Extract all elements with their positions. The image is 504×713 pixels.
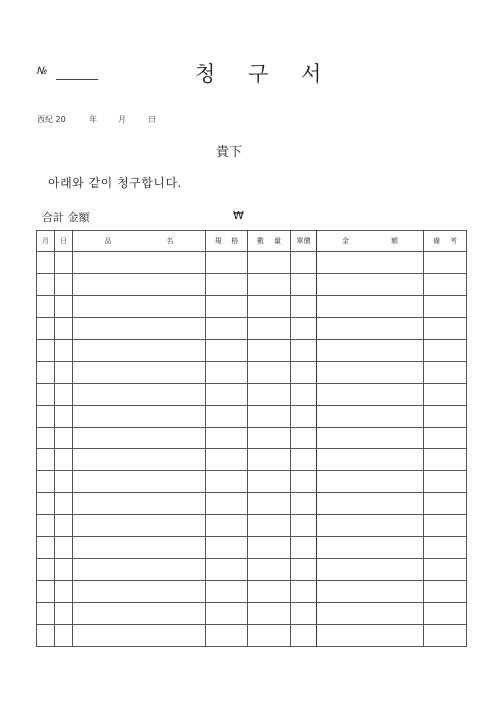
table-row: [37, 252, 467, 274]
table-header-row: [37, 231, 467, 252]
month-cell[interactable]: [37, 427, 55, 449]
amount-cell[interactable]: [317, 383, 424, 405]
item-name-cell[interactable]: [73, 295, 206, 317]
remarks-cell[interactable]: [424, 493, 467, 515]
item-name-cell[interactable]: [73, 449, 206, 471]
day-cell[interactable]: [55, 471, 73, 493]
item-name-cell[interactable]: [73, 515, 206, 537]
spec-cell[interactable]: [206, 405, 248, 427]
amount-cell[interactable]: [317, 361, 424, 383]
month-cell[interactable]: [37, 449, 55, 471]
quantity-cell[interactable]: [248, 427, 291, 449]
col-quantity: [248, 231, 291, 252]
spec-cell[interactable]: [206, 427, 248, 449]
total-amount-label: 合計 金額: [42, 211, 90, 224]
date-era: 西紀 20: [37, 115, 66, 124]
quantity-cell[interactable]: [248, 559, 291, 581]
remarks-cell[interactable]: [424, 427, 467, 449]
amount-cell[interactable]: [317, 427, 424, 449]
table-row: [37, 624, 467, 646]
day-cell[interactable]: [55, 581, 73, 603]
unit-price-cell[interactable]: [291, 559, 317, 581]
table-row: [37, 537, 467, 559]
unit-price-cell[interactable]: [291, 515, 317, 537]
unit-price-cell[interactable]: [291, 624, 317, 646]
table-row: [37, 581, 467, 603]
month-cell[interactable]: [37, 339, 55, 361]
month-cell[interactable]: [37, 295, 55, 317]
remarks-cell[interactable]: [424, 405, 467, 427]
quantity-cell[interactable]: [248, 295, 291, 317]
amount-cell[interactable]: [317, 471, 424, 493]
amount-cell[interactable]: [317, 252, 424, 274]
month-cell[interactable]: [37, 515, 55, 537]
item-name-cell[interactable]: [73, 581, 206, 603]
day-cell[interactable]: [55, 339, 73, 361]
day-cell[interactable]: [55, 405, 73, 427]
unit-price-cell[interactable]: [291, 427, 317, 449]
remarks-cell[interactable]: [424, 559, 467, 581]
col-unit-price: 單價: [291, 231, 317, 252]
remarks-cell[interactable]: [424, 581, 467, 603]
spec-cell[interactable]: [206, 559, 248, 581]
table-row: [37, 273, 467, 295]
item-name-cell[interactable]: [73, 317, 206, 339]
quantity-cell[interactable]: [248, 339, 291, 361]
spec-cell[interactable]: [206, 295, 248, 317]
day-cell[interactable]: [55, 559, 73, 581]
col-amount-char-2: 額: [391, 237, 398, 245]
spec-cell[interactable]: [206, 581, 248, 603]
col-quantity-char-2: 量: [274, 237, 281, 245]
day-cell[interactable]: [55, 493, 73, 515]
col-month: 月: [37, 231, 55, 252]
spec-cell[interactable]: [206, 361, 248, 383]
spec-cell[interactable]: [206, 603, 248, 625]
day-cell[interactable]: [55, 449, 73, 471]
spec-cell[interactable]: [206, 339, 248, 361]
table-row: [37, 383, 467, 405]
unit-price-cell[interactable]: [291, 252, 317, 274]
remarks-cell[interactable]: [424, 515, 467, 537]
month-cell[interactable]: [37, 559, 55, 581]
unit-price-cell[interactable]: [291, 471, 317, 493]
quantity-cell[interactable]: [248, 273, 291, 295]
col-spec-char-1: 規: [214, 237, 222, 245]
unit-price-cell[interactable]: [291, 383, 317, 405]
month-cell[interactable]: [37, 603, 55, 625]
quantity-cell[interactable]: [248, 515, 291, 537]
currency-symbol: ₩: [233, 209, 244, 222]
date-year: 年: [89, 115, 97, 124]
remarks-cell[interactable]: [424, 339, 467, 361]
remarks-cell[interactable]: [424, 471, 467, 493]
table-row: [37, 339, 467, 361]
day-cell[interactable]: [55, 515, 73, 537]
item-name-cell[interactable]: [73, 252, 206, 274]
day-cell[interactable]: [55, 317, 73, 339]
day-cell[interactable]: [55, 252, 73, 274]
spec-cell[interactable]: [206, 449, 248, 471]
amount-cell[interactable]: [317, 317, 424, 339]
unit-price-cell[interactable]: [291, 273, 317, 295]
day-cell[interactable]: [55, 383, 73, 405]
quantity-cell[interactable]: [248, 537, 291, 559]
quantity-cell[interactable]: [248, 252, 291, 274]
item-name-cell[interactable]: [73, 273, 206, 295]
spec-cell[interactable]: [206, 624, 248, 646]
month-cell[interactable]: [37, 581, 55, 603]
table-row: [37, 427, 467, 449]
amount-cell[interactable]: [317, 339, 424, 361]
col-spec: [206, 231, 248, 252]
spec-cell[interactable]: [206, 317, 248, 339]
day-cell[interactable]: [55, 295, 73, 317]
title-char-1: 청: [195, 62, 216, 86]
quantity-cell[interactable]: [248, 317, 291, 339]
unit-price-cell[interactable]: [291, 361, 317, 383]
remarks-cell[interactable]: [424, 624, 467, 646]
remarks-cell[interactable]: [424, 252, 467, 274]
unit-price-cell[interactable]: [291, 603, 317, 625]
amount-cell[interactable]: [317, 273, 424, 295]
invoice-table: [36, 230, 467, 647]
day-cell[interactable]: [55, 603, 73, 625]
unit-price-cell[interactable]: [291, 449, 317, 471]
col-quantity-char-1: 數: [257, 237, 264, 245]
document-number-field[interactable]: [56, 79, 98, 80]
table-row: [37, 405, 467, 427]
amount-cell[interactable]: [317, 624, 424, 646]
amount-cell[interactable]: [317, 295, 424, 317]
invoice-table-body: [37, 252, 467, 647]
title-char-3: 서: [301, 62, 322, 86]
item-name-cell[interactable]: [73, 624, 206, 646]
table-row: [37, 559, 467, 581]
month-cell[interactable]: [37, 273, 55, 295]
remarks-cell[interactable]: [424, 449, 467, 471]
col-remarks-char-2: 考: [450, 237, 457, 245]
invoice-message: 아래와 같이 청구합니다.: [48, 176, 182, 190]
item-name-cell[interactable]: [73, 427, 206, 449]
remarks-cell[interactable]: [424, 317, 467, 339]
spec-cell[interactable]: [206, 493, 248, 515]
table-row: [37, 471, 467, 493]
quantity-cell[interactable]: [248, 493, 291, 515]
col-item-name: [73, 231, 206, 252]
unit-price-cell[interactable]: [291, 405, 317, 427]
unit-price-cell[interactable]: [291, 295, 317, 317]
spec-cell[interactable]: [206, 471, 248, 493]
month-cell[interactable]: [37, 471, 55, 493]
month-cell[interactable]: [37, 252, 55, 274]
quantity-cell[interactable]: [248, 405, 291, 427]
amount-cell[interactable]: [317, 405, 424, 427]
amount-cell[interactable]: [317, 493, 424, 515]
title-char-2: 구: [248, 62, 269, 86]
col-remarks: [424, 231, 467, 252]
table-row: [37, 515, 467, 537]
amount-cell[interactable]: [317, 515, 424, 537]
item-name-cell[interactable]: [73, 559, 206, 581]
col-amount-char-1: 金: [342, 237, 349, 245]
quantity-cell[interactable]: [248, 624, 291, 646]
unit-price-cell[interactable]: [291, 317, 317, 339]
amount-cell[interactable]: [317, 537, 424, 559]
spec-cell[interactable]: [206, 273, 248, 295]
spec-cell[interactable]: [206, 515, 248, 537]
unit-price-cell[interactable]: [291, 537, 317, 559]
remarks-cell[interactable]: [424, 383, 467, 405]
col-item-name-char-2: 名: [166, 237, 174, 245]
quantity-cell[interactable]: [248, 361, 291, 383]
amount-cell[interactable]: [317, 603, 424, 625]
month-cell[interactable]: [37, 361, 55, 383]
col-remarks-char-1: 備: [433, 237, 440, 245]
item-name-cell[interactable]: [73, 603, 206, 625]
date-day: 日: [148, 115, 156, 124]
amount-cell[interactable]: [317, 449, 424, 471]
amount-cell[interactable]: [317, 559, 424, 581]
remarks-cell[interactable]: [424, 361, 467, 383]
day-cell[interactable]: [55, 361, 73, 383]
quantity-cell[interactable]: [248, 383, 291, 405]
col-item-name-char-1: 品: [104, 237, 112, 245]
item-name-cell[interactable]: [73, 537, 206, 559]
quantity-cell[interactable]: [248, 603, 291, 625]
quantity-cell[interactable]: [248, 449, 291, 471]
spec-cell[interactable]: [206, 252, 248, 274]
month-cell[interactable]: [37, 537, 55, 559]
item-name-cell[interactable]: [73, 471, 206, 493]
remarks-cell[interactable]: [424, 295, 467, 317]
day-cell[interactable]: [55, 273, 73, 295]
month-cell[interactable]: [37, 317, 55, 339]
table-row: [37, 603, 467, 625]
date-month: 月: [118, 115, 126, 124]
col-day-label: 日: [60, 237, 67, 245]
table-row: [37, 449, 467, 471]
unit-price-cell[interactable]: [291, 581, 317, 603]
table-row: [37, 317, 467, 339]
remarks-cell[interactable]: [424, 603, 467, 625]
item-name-cell[interactable]: [73, 493, 206, 515]
unit-price-cell[interactable]: [291, 339, 317, 361]
month-cell[interactable]: [37, 405, 55, 427]
month-cell[interactable]: [37, 624, 55, 646]
table-row: [37, 361, 467, 383]
spec-cell[interactable]: [206, 383, 248, 405]
document-number-label: №: [37, 66, 48, 77]
month-cell[interactable]: [37, 493, 55, 515]
spec-cell[interactable]: [206, 537, 248, 559]
item-name-cell[interactable]: [73, 339, 206, 361]
col-spec-char-2: 格: [231, 237, 239, 245]
item-name-cell[interactable]: [73, 383, 206, 405]
item-name-cell[interactable]: [73, 405, 206, 427]
remarks-cell[interactable]: [424, 273, 467, 295]
quantity-cell[interactable]: [248, 581, 291, 603]
month-cell[interactable]: [37, 383, 55, 405]
table-row: [37, 295, 467, 317]
day-cell[interactable]: [55, 537, 73, 559]
unit-price-cell[interactable]: [291, 493, 317, 515]
day-cell[interactable]: [55, 624, 73, 646]
recipient-label: 貴下: [216, 145, 243, 160]
quantity-cell[interactable]: [248, 471, 291, 493]
item-name-cell[interactable]: [73, 361, 206, 383]
table-row: [37, 493, 467, 515]
col-amount: [317, 231, 424, 252]
amount-cell[interactable]: [317, 581, 424, 603]
day-cell[interactable]: [55, 427, 73, 449]
col-day: [55, 231, 73, 252]
remarks-cell[interactable]: [424, 537, 467, 559]
